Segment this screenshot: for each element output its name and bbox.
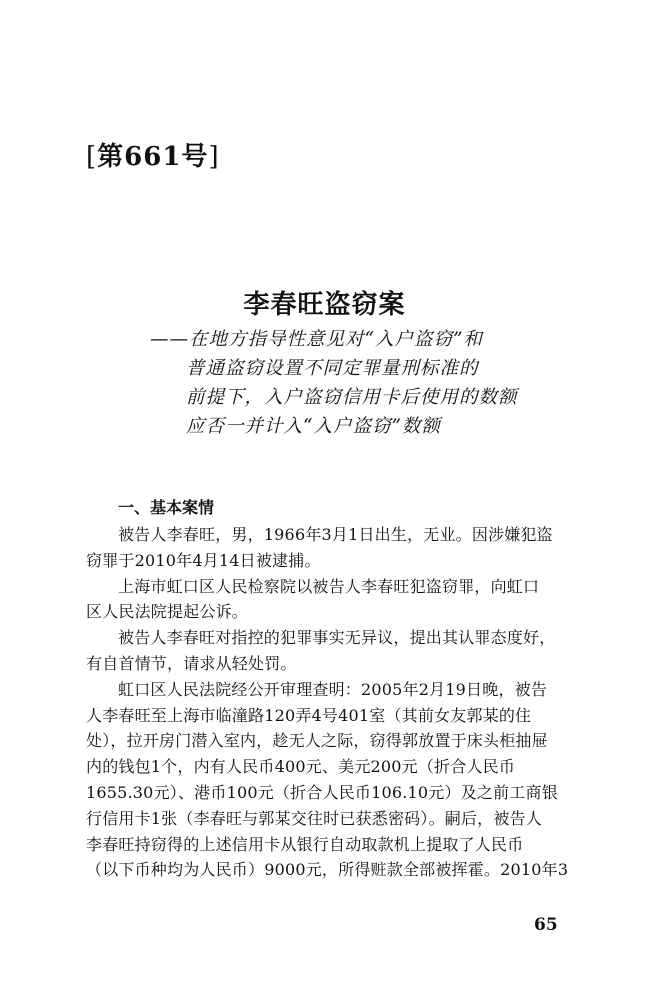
body-line: 被告人李春旺，男，1966年3月1日出生，无业。因涉嫌犯盗 xyxy=(118,525,553,544)
subtitle-line: 普通盗窃设置不同定罪量刑标准的 xyxy=(186,358,479,379)
subtitle-line: 前提下，入户盗窃信用卡后使用的数额 xyxy=(186,387,518,408)
body-line: 虹口区人民法院经公开审理查明：2005年2月19日晚，被告 xyxy=(118,679,548,699)
body-text xyxy=(86,522,569,883)
body-line: 区人民法院提起公诉。 xyxy=(86,602,249,622)
body-line: （以下币种均为人民币）9000元，所得赃款全部被挥霍。2010年3 xyxy=(86,860,569,880)
body-line: 行信用卡1张（李春旺与郭某交往时已获悉密码）。嗣后，被告人 xyxy=(86,808,542,828)
section-heading: 一、基本案情 xyxy=(118,498,215,517)
body-line: 有自首情节，请求从轻处罚。 xyxy=(86,653,297,673)
case-title: 李春旺盗窃案 xyxy=(243,290,406,320)
subtitle-line: 应否一并计入“入户盗窃”数额 xyxy=(186,416,441,437)
body-line: 内的钱包1个，内有人民币400元、美元200元（折合人民币 xyxy=(86,757,516,777)
case-number-text: 第661号 xyxy=(97,142,209,172)
case-number-close-bracket: ] xyxy=(208,142,220,172)
body-line: 1655.30元）、港币100元（折合人民币106.10元）及之前工商银 xyxy=(86,782,558,802)
body-line: 人李春旺至上海市临潼路120弄4号401室（其前女友郭某的住 xyxy=(86,705,532,725)
case-number-open-bracket: [ xyxy=(86,142,98,172)
body-line: 上海市虹口区人民检察院以被告人李春旺犯盗窃罪，向虹口 xyxy=(118,576,540,596)
body-line: 处），拉开房门潜入室内，趁无人之际，窃得郭放置于床头柜抽屉 xyxy=(86,731,548,751)
case-subtitle xyxy=(150,325,518,441)
body-line: 窃罪于2010年4月14日被逮捕。 xyxy=(86,550,321,570)
case-number xyxy=(86,136,220,173)
page-number: 65 xyxy=(534,915,558,935)
body-line: 李春旺持窃得的上述信用卡从银行自动取款机上提取了人民币 xyxy=(86,834,524,854)
body-line: 被告人李春旺对指控的犯罪事实无异议，提出其认罪态度好， xyxy=(118,628,556,648)
subtitle-line: ——在地方指导性意见对“入户盗窃”和 xyxy=(150,329,483,350)
